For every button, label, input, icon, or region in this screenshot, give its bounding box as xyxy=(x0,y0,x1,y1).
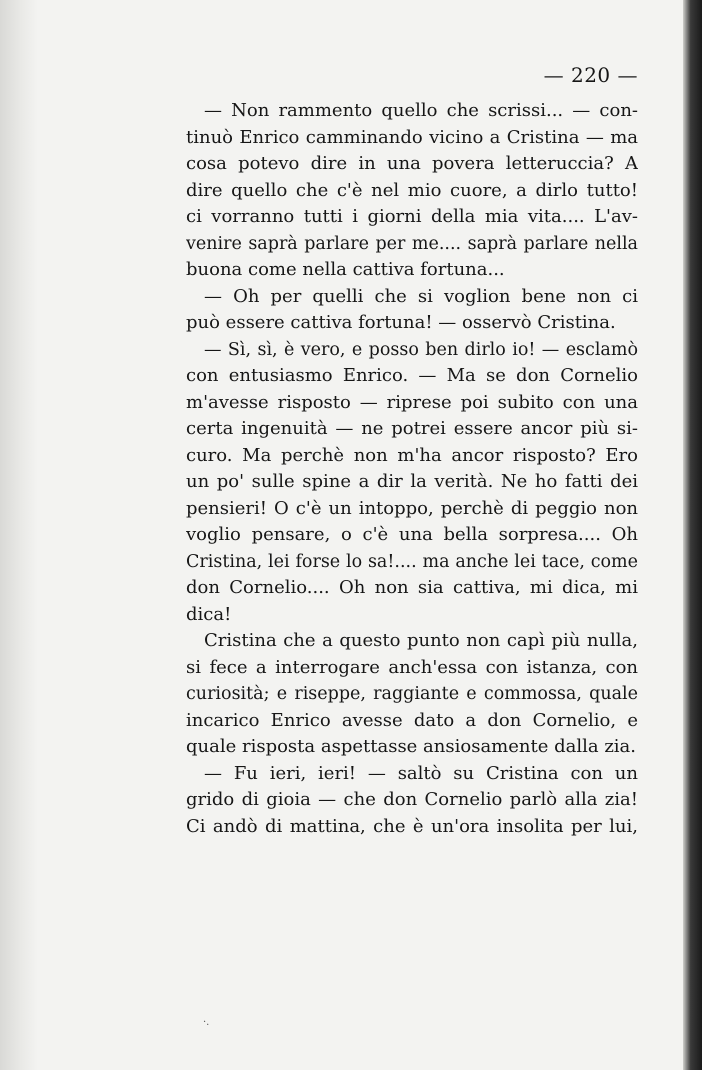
ink-speck: ·. xyxy=(203,1017,210,1028)
text-line: può essere cattiva fortuna! — osservò Cristina. xyxy=(186,312,616,333)
text-line: — Fu ieri, ieri! — saltò su Cristina con un xyxy=(204,762,638,784)
text-line: — Non rammento quello che scrissi... — con- xyxy=(204,100,638,121)
text-line: certa ingenuità — ne potrei essere ancor più si- xyxy=(186,418,638,439)
text-line: dica! xyxy=(186,603,232,625)
spine-shadow xyxy=(0,0,38,1070)
text-line: quale risposta aspettasse ansiosamente dalla zia. xyxy=(186,736,637,757)
text-line: curiosità; e riseppe, raggiante e commossa, quale xyxy=(186,684,638,704)
text-line: don Cornelio.... Oh non sia cattiva, mi dica, mi xyxy=(186,577,638,598)
text-line: con entusiasmo Enrico. — Ma se don Cornelio xyxy=(186,365,638,386)
text-line: curo. Ma perchè non m'ha ancor risposto? Ero xyxy=(186,444,638,466)
text-line: m'avesse risposto — riprese poi subito con una xyxy=(186,391,638,413)
text-line: pensieri! O c'è un intoppo, perchè di peggio non xyxy=(186,497,638,519)
page-edge xyxy=(683,0,702,1070)
text-line: Cristina, lei forse lo sa!.... ma anche lei tace, come xyxy=(186,551,638,572)
text-line: venire saprà parlare per me.... saprà parlare nella xyxy=(186,233,638,254)
text-line: — Oh per quelli che si voglion bene non ci xyxy=(204,285,638,307)
text-line: buona come nella cattiva fortuna... xyxy=(186,259,505,280)
text-line: voglio pensare, o c'è una bella sorpresa.... Oh xyxy=(186,524,638,545)
body-text xyxy=(186,98,638,840)
text-line: incarico Enrico avesse dato a don Cornelio, e xyxy=(186,709,638,731)
text-line: grido di gioia — che don Cornelio parlò alla zia! xyxy=(186,789,638,810)
text-line: Ci andò di mattina, che è un'ora insolita per lui, xyxy=(186,815,638,837)
text-line: cosa potevo dire in una povera letteruccia? A xyxy=(186,153,638,174)
page-number: — 220 — xyxy=(543,63,638,87)
text-line: — Sì, sì, è vero, e posso ben dirlo io! — esclamò xyxy=(204,339,638,360)
text-line: si fece a interrogare anch'essa con istanza, con xyxy=(186,656,638,678)
text-line: un po' sulle spine a dir la verità. Ne ho fatti dei xyxy=(186,471,638,492)
text-line: Cristina che a questo punto non capì più nulla, xyxy=(204,630,638,651)
text-line: dire quello che c'è nel mio cuore, a dirlo tutto! xyxy=(186,179,638,201)
text-line: ci vorranno tutti i giorni della mia vita.... L'av- xyxy=(186,206,638,227)
text-line: tinuò Enrico camminando vicino a Cristina — ma xyxy=(186,126,638,148)
